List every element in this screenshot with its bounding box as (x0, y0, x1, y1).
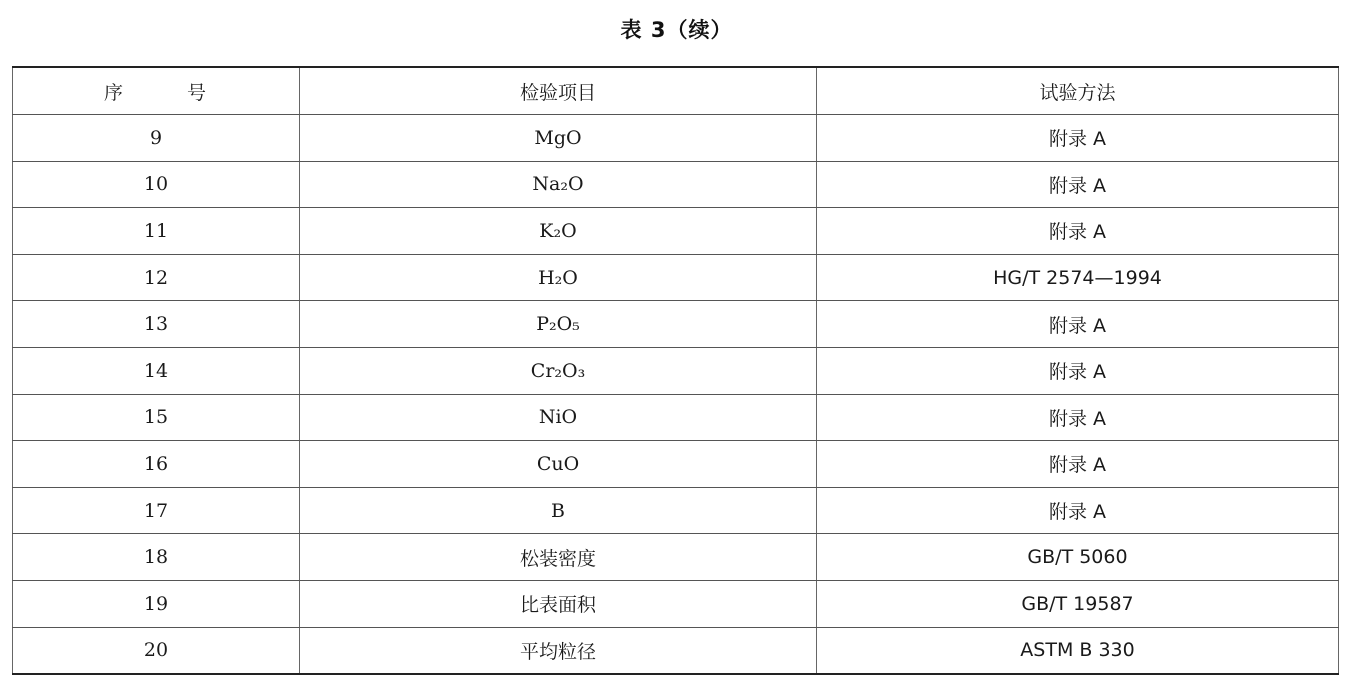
row-test-method: GB/T 5060 (817, 534, 1339, 581)
row-test-method: 附录 A (817, 394, 1339, 441)
row-test-item: 平均粒径 (300, 627, 817, 674)
row-test-item: H₂O (300, 254, 817, 301)
row-test-method: HG/T 2574—1994 (817, 254, 1339, 301)
row-number: 18 (13, 534, 300, 581)
row-number: 19 (13, 580, 300, 627)
row-test-item: 比表面积 (300, 580, 817, 627)
table-row (13, 115, 1339, 162)
row-test-method: 附录 A (817, 347, 1339, 394)
row-test-item: Na₂O (300, 161, 817, 208)
row-number: 13 (13, 301, 300, 348)
row-test-item: NiO (300, 394, 817, 441)
row-number: 9 (13, 115, 300, 162)
row-number: 12 (13, 254, 300, 301)
table-header-row (13, 67, 1339, 115)
row-test-method: GB/T 19587 (817, 580, 1339, 627)
row-test-item: Cr₂O₃ (300, 347, 817, 394)
row-number: 14 (13, 347, 300, 394)
table-row (13, 254, 1339, 301)
row-number: 15 (13, 394, 300, 441)
row-test-item: K₂O (300, 208, 817, 255)
row-test-method: 附录 A (817, 487, 1339, 534)
row-test-item: CuO (300, 441, 817, 488)
table-row (13, 580, 1339, 627)
row-test-method: 附录 A (817, 301, 1339, 348)
table-row (13, 534, 1339, 581)
table-row (13, 161, 1339, 208)
table-row (13, 441, 1339, 488)
row-test-item: B (300, 487, 817, 534)
table-row (13, 627, 1339, 674)
header-number-char-1: 序 (103, 81, 125, 104)
row-test-item: MgO (300, 115, 817, 162)
table-title: 表 3（续） (620, 18, 733, 42)
table-row (13, 301, 1339, 348)
row-number: 11 (13, 208, 300, 255)
table-row (13, 394, 1339, 441)
header-test-item: 检验项目 (300, 67, 817, 115)
row-number: 16 (13, 441, 300, 488)
test-methods-table (12, 66, 1339, 675)
row-number: 10 (13, 161, 300, 208)
header-number (13, 67, 300, 115)
header-number-char-2: 号 (187, 81, 209, 104)
row-test-method: 附录 A (817, 115, 1339, 162)
table-row (13, 347, 1339, 394)
row-number: 20 (13, 627, 300, 674)
row-test-item: 松装密度 (300, 534, 817, 581)
row-number: 17 (13, 487, 300, 534)
row-test-method: 附录 A (817, 208, 1339, 255)
table-row (13, 208, 1339, 255)
row-test-method: 附录 A (817, 161, 1339, 208)
table-row (13, 487, 1339, 534)
header-test-method: 试验方法 (817, 67, 1339, 115)
row-test-method: 附录 A (817, 441, 1339, 488)
row-test-item: P₂O₅ (300, 301, 817, 348)
row-test-method: ASTM B 330 (817, 627, 1339, 674)
